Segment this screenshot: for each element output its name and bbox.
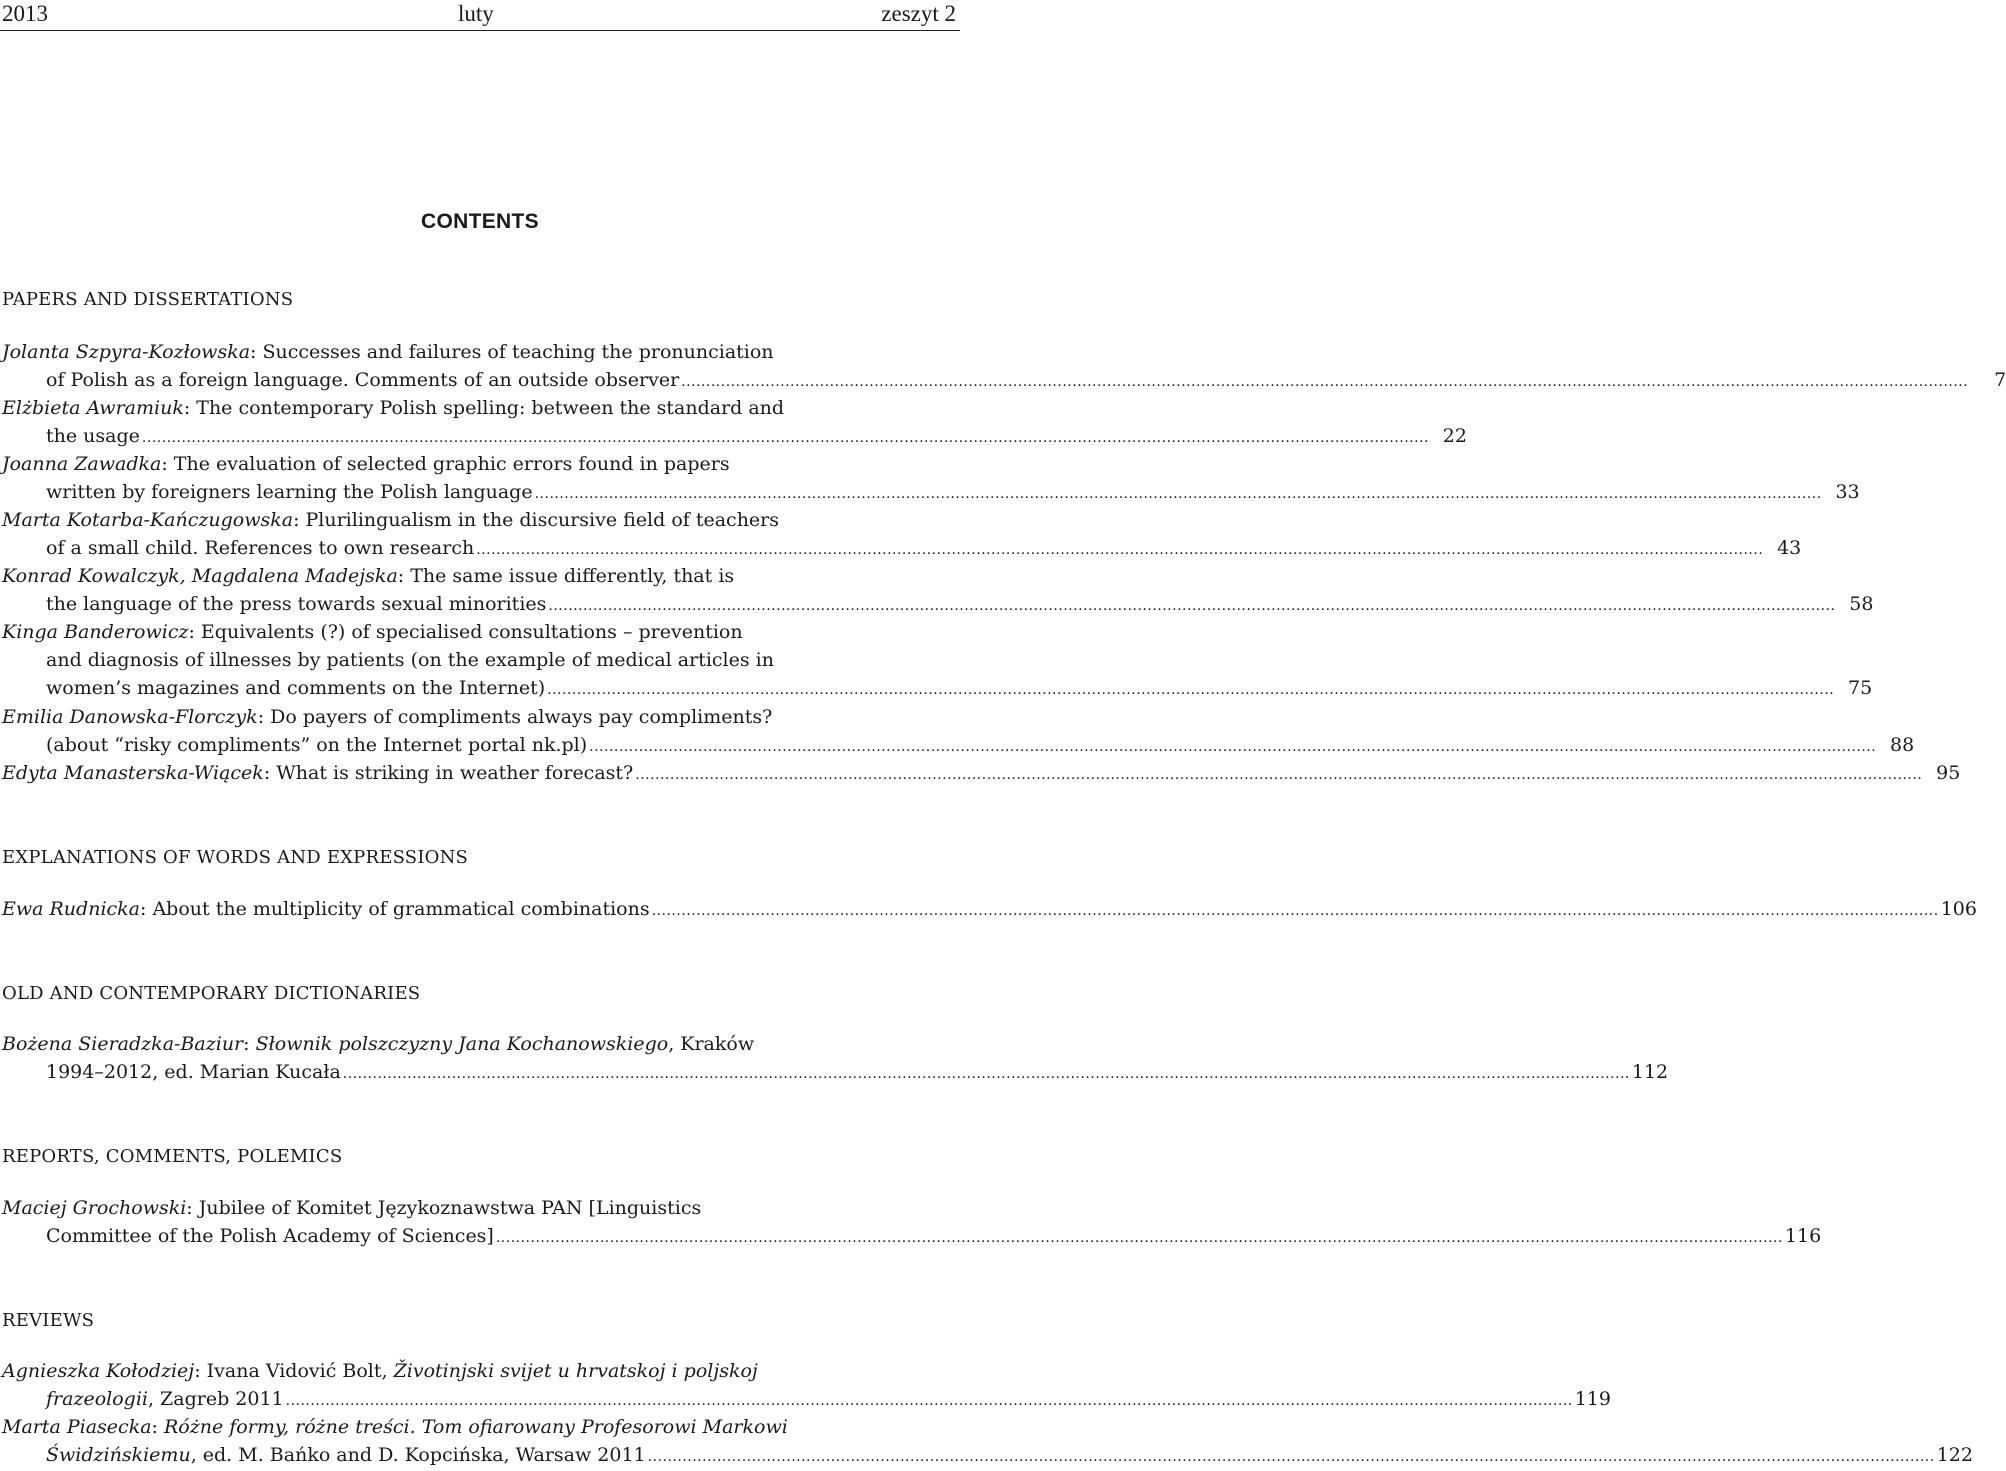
header-month: luty [458,1,494,26]
leader-dots: .................................................................................................................................................................................................................................................................... [548,598,1836,615]
toc-entry[interactable] [2,759,1961,787]
entry-author: Kinga Banderowicz [2,621,189,643]
leader-dots: .................................................................................................................................................................................................................................................................... [342,1066,1630,1083]
entry-author: Konrad Kowalczyk, Magdalena Madejska [2,565,398,587]
entry-book-title: Životinjski svijet u hrvatskoj i poljskoj [393,1360,758,1382]
entry-book-title-cont: Świdzińskiemu [46,1444,191,1467]
entry-title: : Plurilingualism in the discursive field of teachers [293,509,780,531]
toc-entry[interactable] [2,1194,1822,1250]
entry-title: : About the multiplicity of grammatical combinations [140,898,650,920]
toc-entry[interactable] [2,1030,1669,1086]
entry-title: : What is striking in weather forecast? [263,762,634,784]
entry-book-title-cont: frazeologii [46,1388,148,1411]
leader-dots: .................................................................................................................................................................................................................................................................... [534,486,1822,503]
leader-dots: .................................................................................................................................................................................................................................................................... [651,903,1939,919]
leader-dots: .................................................................................................................................................................................................................................................................... [141,430,1429,447]
page-number: 33 [1835,481,1860,504]
entry-title-cont: the usage [46,425,140,448]
leader-dots: .................................................................................................................................................................................................................................................................... [495,1230,1783,1247]
toc-entry[interactable] [2,1413,1973,1469]
entry-author: Edyta Manasterska-Wiącek [2,762,264,784]
entry-author: Maciej Grochowski [2,1197,187,1219]
entry-author: Ewa Rudnicka [2,898,141,920]
entry-author: Emilia Danowska-Florczyk [2,706,258,728]
entry-author: Joanna Zawadka [2,453,162,475]
entry-author: Elżbieta Awramiuk [2,397,184,419]
page-number: 119 [1574,1388,1611,1411]
entry-book-title: Słownik polszczyzny Jana Kochanowskiego [255,1033,669,1055]
page-number: 122 [1936,1444,1973,1467]
leader-dots: .................................................................................................................................................................................................................................................................... [547,682,1835,699]
entry-title: : Do payers of compliments always pay compliments? [257,706,773,728]
entry-title: , Kraków [668,1033,755,1055]
entry-title: : The same issue differently, that is [397,565,735,587]
entry-title-cont: , Zagreb 2011 [147,1388,284,1411]
entry-colon: : [243,1033,256,1055]
entry-title: : The evaluation of selected graphic errors found in papers [161,453,730,475]
toc-entry[interactable] [2,895,1977,923]
page-number: 88 [1890,734,1915,757]
page-number: 22 [1442,425,1467,448]
entry-title-cont: Committee of the Polish Academy of Sciences] [46,1225,494,1248]
leader-dots: .................................................................................................................................................................................................................................................................... [589,739,1877,756]
page-number: 95 [1936,762,1961,784]
page-number: 112 [1631,1061,1669,1084]
toc-entry[interactable] [2,394,1467,450]
entry-author: Marta Kotarba-Kańczugowska [2,509,294,531]
entry-title: : Jubilee of Komitet Językoznawstwa PAN [Linguistics [186,1197,702,1219]
section-reports: REPORTS, COMMENTS, POLEMICS [2,1146,343,1167]
entry-author: Agnieszka Kołodziej [2,1360,195,1382]
page-number: 116 [1784,1225,1822,1248]
leader-dots: .................................................................................................................................................................................................................................................................... [285,1393,1573,1410]
toc-entry[interactable] [2,618,1873,703]
page-number: 7 [1994,369,2006,392]
toc-entry[interactable] [2,506,1802,562]
entry-book-title: Różne formy, różne treści. Tom ofiarowany Profesorowi Markowi [164,1416,788,1438]
section-dictionaries: OLD AND CONTEMPORARY DICTIONARIES [2,983,421,1004]
entry-title-cont: women’s magazines and comments on the Internet) [46,677,546,700]
leader-dots: .................................................................................................................................................................................................................................................................... [635,767,1923,783]
leader-dots: .................................................................................................................................................................................................................................................................... [647,1449,1935,1466]
entry-title: : Ivana Vidović Bolt, [194,1360,394,1382]
toc-entry[interactable] [2,562,1874,618]
entry-title-cont: of Polish as a foreign language. Comments of an outside observer [46,369,680,392]
leader-dots: .................................................................................................................................................................................................................................................................... [476,542,1764,559]
header-issue: zeszyt 2 [881,1,956,26]
page-number: 75 [1848,677,1873,700]
entry-title-cont: written by foreigners learning the Polish language [46,481,533,504]
entry-title-cont: the language of the press towards sexual minorities [46,593,547,616]
entry-author: Bożena Sieradzka-Baziur [2,1033,244,1055]
page-number: 58 [1849,593,1874,616]
entry-author: Marta Piasecka [2,1416,152,1438]
entry-title: : Successes and failures of teaching the pronunciation [250,341,774,363]
entry-colon: : [151,1416,164,1438]
entry-title: : Equivalents (?) of specialised consultations – prevention [188,621,743,643]
toc-entry[interactable] [2,1357,1611,1413]
entry-title-cont: 1994–2012, ed. Marian Kucała [46,1061,341,1084]
entry-author: Jolanta Szpyra-Kozłowska [2,341,251,363]
contents-title: CONTENTS [421,210,539,233]
entry-title-cont: , ed. M. Bańko and D. Kopcińska, Warsaw 2011 [190,1444,646,1467]
toc-entry[interactable] [2,338,2006,394]
toc-entry[interactable] [2,450,1860,506]
leader-dots: .................................................................................................................................................................................................................................................................... [681,374,1969,391]
entry-title-cont: and diagnosis of illnesses by patients (on the example of medical articles in [46,649,774,672]
section-reviews: REVIEWS [2,1310,95,1331]
header-year: 2013 [2,1,48,26]
entry-title-cont: (about “risky compliments” on the Internet portal nk.pl) [46,734,588,757]
toc-entry[interactable] [2,703,1915,759]
entry-title: : The contemporary Polish spelling: between the standard and [183,397,785,419]
running-header [0,0,960,31]
section-explanations: EXPLANATIONS OF WORDS AND EXPRESSIONS [2,847,469,868]
page-number: 106 [1940,898,1977,920]
entry-title-cont: of a small child. References to own research [46,537,475,560]
section-papers: PAPERS AND DISSERTATIONS [2,289,294,310]
page-number: 43 [1777,537,1802,560]
